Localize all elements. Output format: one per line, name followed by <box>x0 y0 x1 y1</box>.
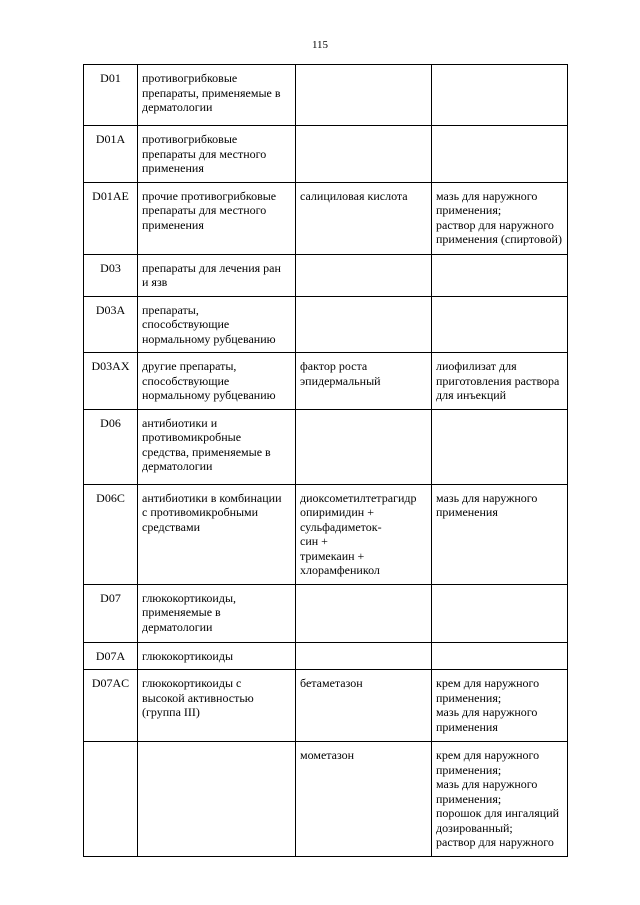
dosage-form-cell <box>432 65 568 126</box>
table-row <box>84 742 568 857</box>
dosage-form-cell: мазь для наружного применения <box>432 484 568 584</box>
substance-cell: бетаметазон <box>296 670 432 742</box>
substance-cell: фактор роста эпидермальный <box>296 353 432 410</box>
dosage-form-cell: крем для наружного применения; мазь для наружного применения <box>432 670 568 742</box>
table-row <box>84 182 568 254</box>
atc-code-cell: D01A <box>84 126 138 183</box>
dosage-form-cell <box>432 642 568 670</box>
atc-code-cell: D06 <box>84 409 138 484</box>
drug-classification-table <box>83 64 568 857</box>
substance-cell <box>296 409 432 484</box>
atc-code-cell: D07 <box>84 584 138 642</box>
table-row <box>84 584 568 642</box>
substance-cell: мометазон <box>296 742 432 857</box>
atc-code-cell: D07AC <box>84 670 138 742</box>
group-name-cell: глюкокортикоиды <box>138 642 296 670</box>
substance-cell <box>296 65 432 126</box>
group-name-cell: другие препараты, способствующие нормальному рубцеванию <box>138 353 296 410</box>
table-row <box>84 65 568 126</box>
group-name-cell: глюкокортикоиды, применяемые в дерматологии <box>138 584 296 642</box>
table-row <box>84 254 568 296</box>
table-row <box>84 126 568 183</box>
group-name-cell <box>138 742 296 857</box>
table-row <box>84 296 568 353</box>
atc-code-cell: D03 <box>84 254 138 296</box>
dosage-form-cell: мазь для наружного применения; раствор для наружного применения (спиртовой) <box>432 182 568 254</box>
atc-code-cell: D06C <box>84 484 138 584</box>
table-row <box>84 484 568 584</box>
substance-cell <box>296 254 432 296</box>
atc-code-cell: D07A <box>84 642 138 670</box>
dosage-form-cell <box>432 409 568 484</box>
substance-cell: салициловая кислота <box>296 182 432 254</box>
group-name-cell: антибиотики в комбинации с противомикробными средствами <box>138 484 296 584</box>
table-row <box>84 409 568 484</box>
atc-code-cell: D01 <box>84 65 138 126</box>
substance-cell <box>296 296 432 353</box>
dosage-form-cell <box>432 126 568 183</box>
substance-cell: диоксометилтетрагидр опиримидин + сульфадиметок- син + тримекаин + хлорамфеникол <box>296 484 432 584</box>
group-name-cell: препараты для лечения ран и язв <box>138 254 296 296</box>
page-number: 115 <box>311 39 329 51</box>
table-row <box>84 642 568 670</box>
group-name-cell: антибиотики и противомикробные средства, применяемые в дерматологии <box>138 409 296 484</box>
group-name-cell: препараты, способствующие нормальному рубцеванию <box>138 296 296 353</box>
dosage-form-cell: крем для наружного применения; мазь для наружного применения; порошок для ингаляций дозированный; раствор для наружного <box>432 742 568 857</box>
atc-code-cell: D03A <box>84 296 138 353</box>
dosage-form-cell <box>432 296 568 353</box>
group-name-cell: прочие противогрибковые препараты для местного применения <box>138 182 296 254</box>
dosage-form-cell <box>432 584 568 642</box>
substance-cell <box>296 642 432 670</box>
substance-cell <box>296 126 432 183</box>
atc-code-cell <box>84 742 138 857</box>
substance-cell <box>296 584 432 642</box>
group-name-cell: глюкокортикоиды с высокой активностью (группа III) <box>138 670 296 742</box>
table-row <box>84 670 568 742</box>
table-row <box>84 353 568 410</box>
group-name-cell: противогрибковые препараты, применяемые в дерматологии <box>138 65 296 126</box>
atc-code-cell: D01AE <box>84 182 138 254</box>
dosage-form-cell: лиофилизат для приготовления раствора для инъекций <box>432 353 568 410</box>
dosage-form-cell <box>432 254 568 296</box>
group-name-cell: противогрибковые препараты для местного применения <box>138 126 296 183</box>
atc-code-cell: D03AX <box>84 353 138 410</box>
